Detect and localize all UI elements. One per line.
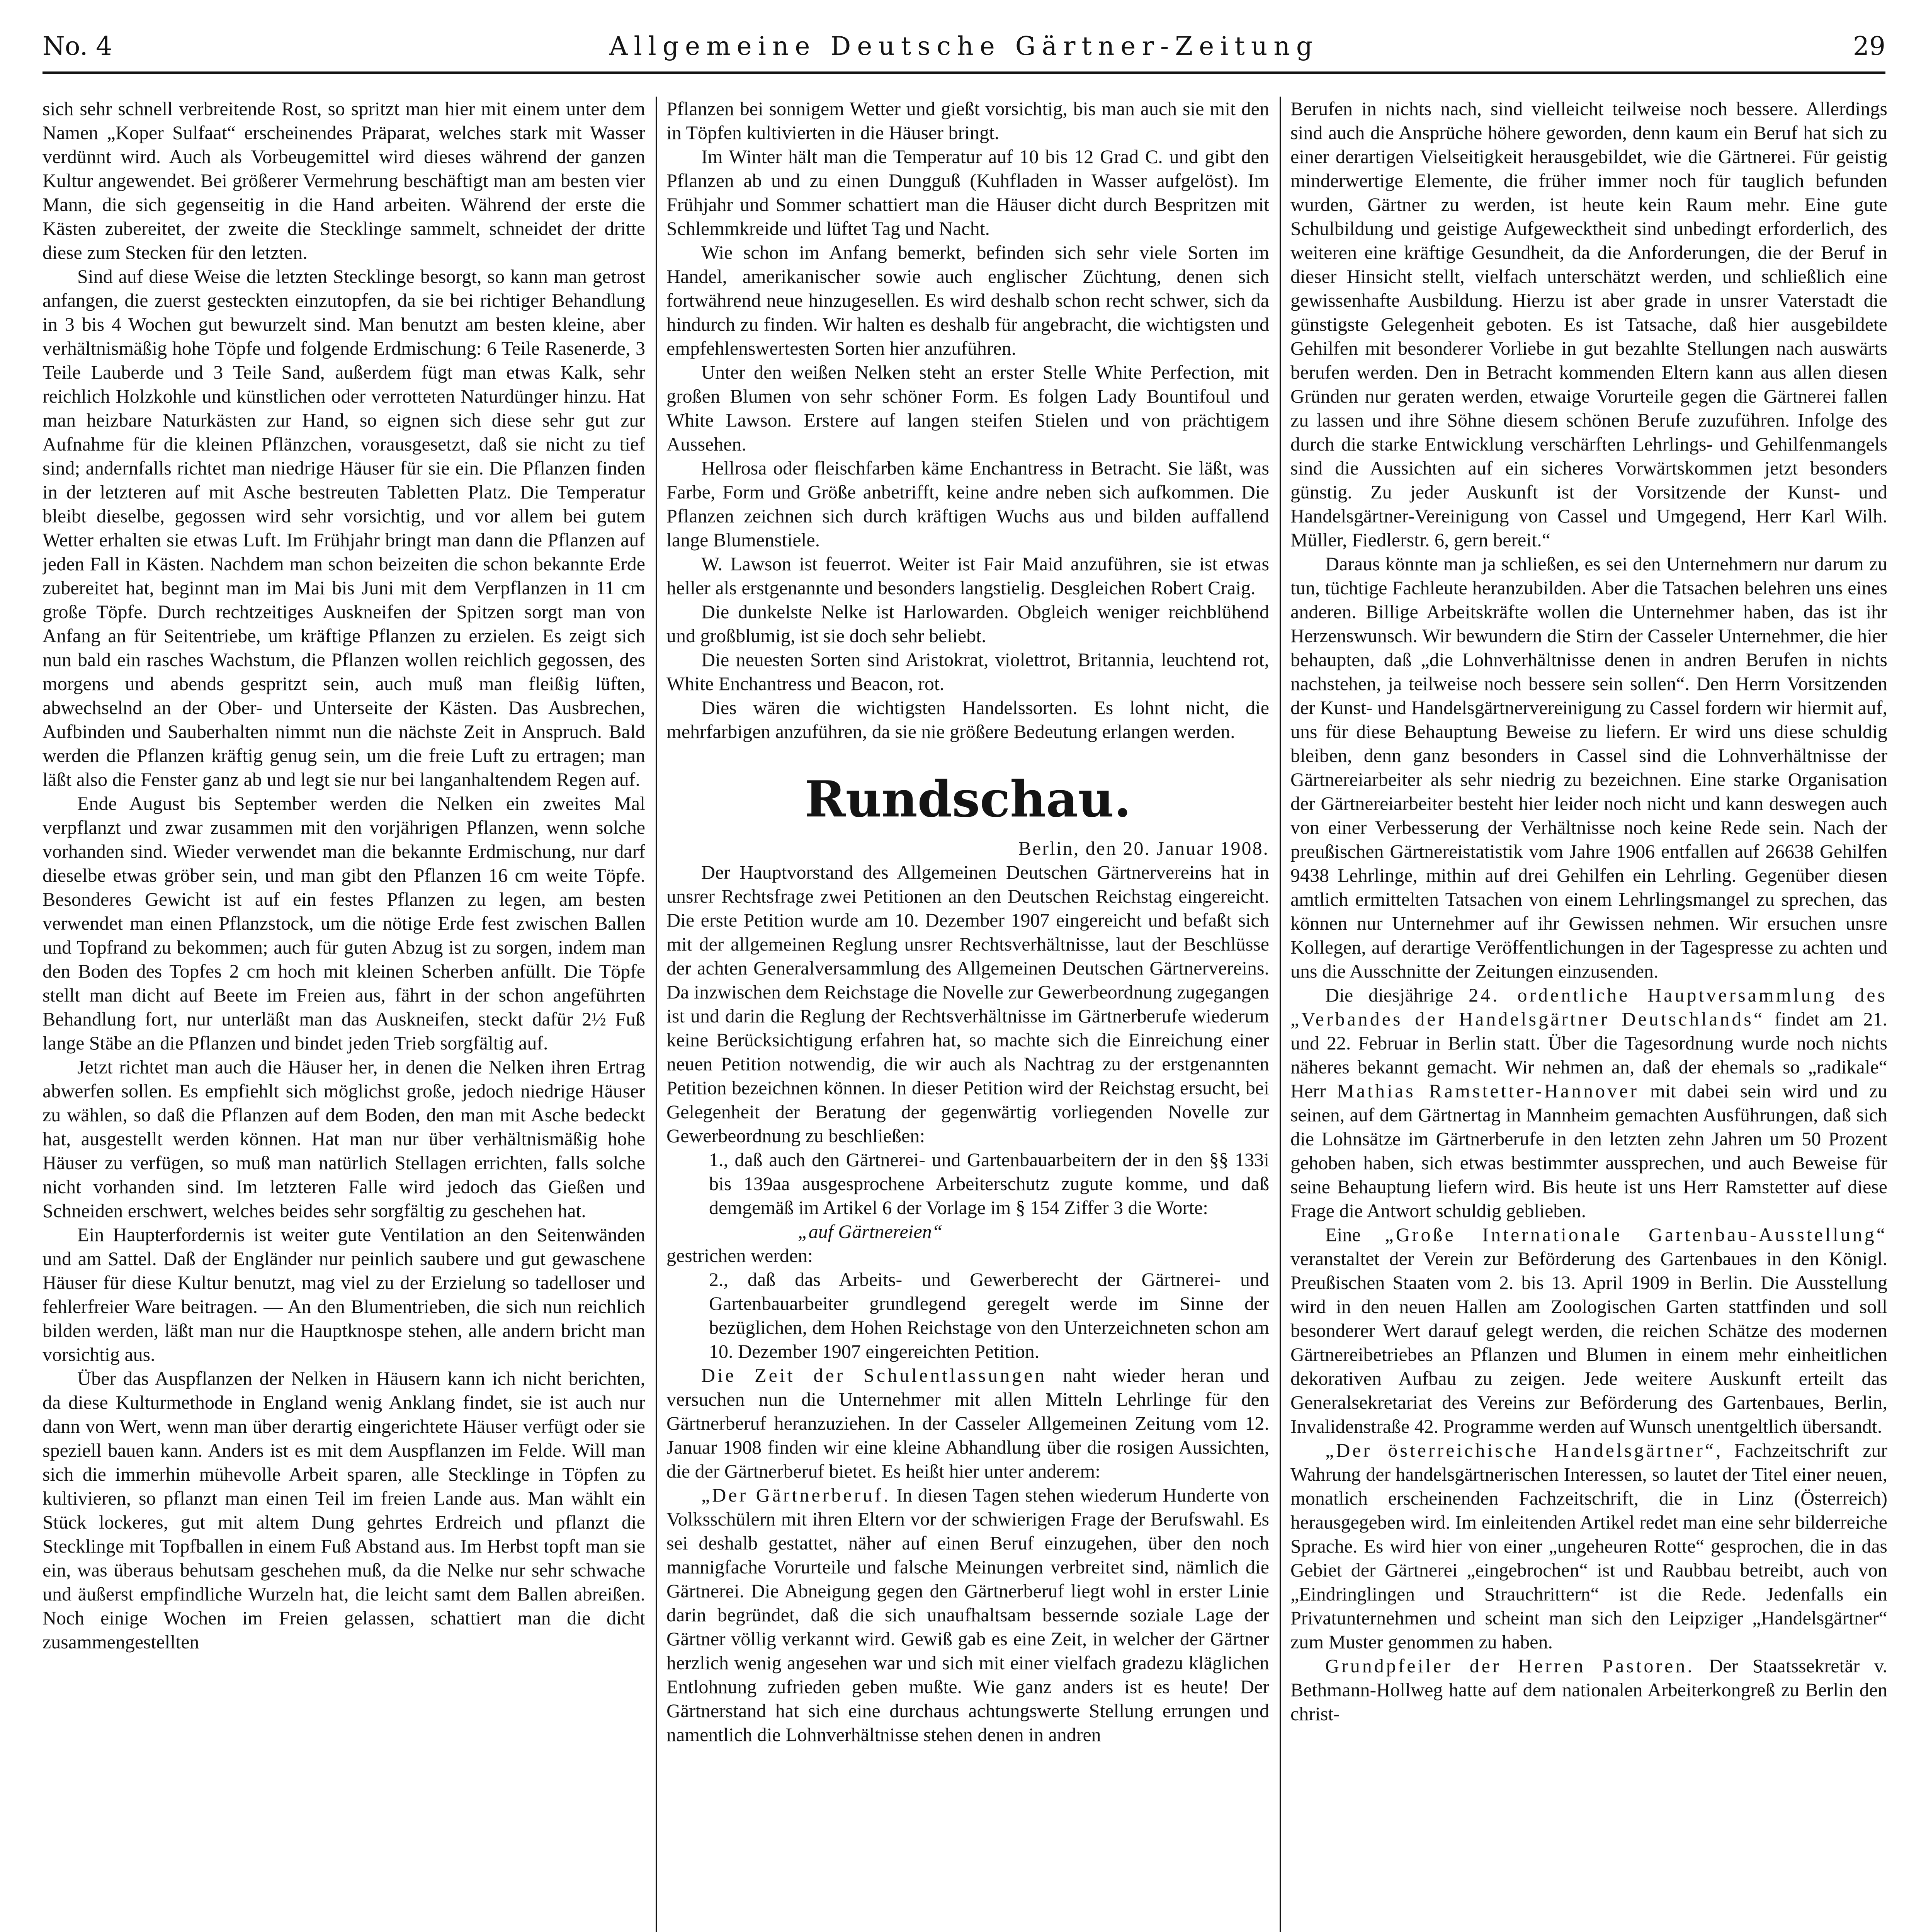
run-in-heading: „Der Gärtnerberuf. [701,1484,891,1506]
paragraph-text: findet am 21. und 22. Februar in Berlin statt. Über die Tagesordnung wurde noch nichts näheres bekannt gemacht. Wir nehmen an, daß der ehemals so „radikale“ Herr [1290,1008,1887,1102]
paragraph-text: Eine [1325,1224,1385,1245]
dateline: Berlin, den 20. Januar 1908. [1018,837,1269,859]
header-rule [42,71,1885,74]
paragraph [1290,1438,1887,1654]
spaced-text: 24. ordentliche Hauptversammlung des „Verbandes der Handelsgärtner Deutschlands“ [1290,984,1887,1030]
paragraph: Daraus könnte man ja schließen, es sei den Unternehmern nur darum zu tun, tüchtige Fachleute heranzubilden. Aber die Tatsachen belehren uns eines anderen. Billige Arbeitskräfte wollen die Unternehmer haben, das ist ihr Herzenswunsch. Wir bewundern die Stirn der Casseler Unternehmer, die hier behaupten, daß „die Lohnverhältnisse denen in andren Berufen in nichts nachstehen, ja teilweise noch bessere sein sollen“. Den Herrn Vorsitzenden der Kunst- und Handelsgärtnervereinigung zu Cassel fordern wir hiermit auf, uns für diese Behauptung Beweise zu liefern. Er wird uns diese schuldig bleiben, denn ganz besonders in Cassel sind die Lohnverhältnisse der Gärtnereiarbeiter als sehr niedrig zu bezeichnen. Eine starke Organisation der Gärtnereiarbeiter besteht hier leider noch nicht und kann deswegen auch von einer Verbesserung der Verhältnisse noch keine Rede sein. Nach der preußischen Gärtnereistatistik vom Jahre 1906 entfallen auf 26638 Gehilfen 9438 Lehrlinge, mithin auf drei Gehilfen ein Lehrling. Gegenüber diesen amtlich ermittelten Tatsachen von einem Lehrlingsmangel zu sprechen, das können nur Unternehmer auf ihr Gewissen nehmen. Wir ersuchen unsre Kollegen, auf derartige Veröffentlichungen in der Tagespresse zu achten und uns die Ausschnitte der Zeitungen einzusenden. [1290,553,1887,982]
paragraph: Ende August bis September werden die Nelken ein zweites Mal verpflanzt und zwar zusammen mit den vorjährigen Pflanzen, wenn solche vorhanden sind. Wieder verwendet man die bekannte Erdmischung, nur darf dieselbe etwas gröber sein, und man gibt den Pflanzen 16 cm weite Töpfe. Besonderes Gewicht ist auf ein festes Pflanzen zu legen, am besten verwendet man einen Pflanzstock, um die nötige Erde fest zwischen Ballen und Topfrand zu bekommen; auch für guten Abzug ist zu sorgen, indem man den Boden des Topfes 2 cm hoch mit kleinen Scherben anfüllt. Die Töpfe stellt man dicht auf Beete im Freien aus, fährt in der schon angeführten Behandlung fort, nur unterläßt man das Auskneifen, steckt dafür 2½ Fuß lange Stäbe an die Pflanzen und bindet jeden Trieb sorgfältig auf. [42,793,645,1054]
paragraph-text: naht wieder heran und versuchen nun die Unternehmer mit allen Mitteln Lehrlinge für den Gärtnerberuf heranzuziehen. In der Casseler Allgemeinen Zeitung vom 12. Januar 1908 finden wir eine kleine Abhandlung über die rosigen Aussichten, die der Gärtnerberuf bietet. Es heißt hier unter anderem: [666,1364,1269,1482]
petition-item-1: 1., daß auch den Gärtnerei- und Gartenbauarbeitern der in den §§ 133i bis 139aa ausgesprochene Arbeiterschutz zugute komme, und daß demgemäß im Artikel 6 der Vorlage im § 154 Ziffer 3 die Worte: [709,1149,1269,1218]
paragraph: Sind auf diese Weise die letzten Stecklinge besorgt, so kann man getrost anfangen, die zuerst gesteckten einzutopfen, da sie bei richtiger Behandlung in 3 bis 4 Wochen gut bewurzelt sind. Man benutzt am besten kleine, aber verhältnismäßig hohe Töpfe und folgende Erdmischung: 6 Teile Rasenerde, 3 Teile Lauberde und 3 Teile Sand, außerdem fügt man etwas Kalk, sehr reichlich Holzkohle und künstlichen oder verrotteten Naturdünger hinzu. Hat man heizbare Naturkästen zur Hand, so eignen sich diese sehr gut zur Aufnahme für die kleinen Pflänzchen, vorausgesetzt, daß sie nicht zu tief sind; andernfalls richtet man niedrige Häuser für sie ein. Die Pflanzen finden in der letzteren auf mit Asche bestreuten Tabletten Platz. Die Temperatur bleibt dieselbe, gegossen wird sehr vorsichtig, und vor allem bei gutem Wetter erhalten sie etwas Luft. Im Frühjahr bringt man dann die Pflanzen auf jeden Fall in Kästen. Nachdem man schon beizeiten die schon bekannte Erde zubereitet hat, beginnt man im Mai bis Juni mit dem Verpflanzen in 11 cm große Töpfe. Durch rechtzeitiges Auskneifen der Spitzen sorgt man von Anfang an für Seitentriebe, um kräftige Pflanzen zu erzielen. Es zeigt sich nun bald ein rasches Wachstum, die Pflanzen wollen reichlich gegossen, des morgens und abends gespritzt sein, auch muß man fleißig lüften, abwechselnd an der Ober- und Unterseite der Kästen. Das Ausbrechen, Aufbinden und Sauberhalten nimmt nun die nächste Zeit in Anspruch. Bald werden die Pflanzen kräftig genug sein, um die freie Luft zu ertragen; man läßt also die Fenster ganz ab und legt sie nur bei langanhaltendem Regen auf. [42,265,645,790]
paragraph: Wie schon im Anfang bemerkt, befinden sich sehr viele Sorten im Handel, amerikanischer sowie auch englischer Züchtung, denen sich fortwährend neue hinzugesellen. Es wird deshalb schon recht schwer, sich da hindurch zu finden. Wir halten es deshalb für angebracht, die wichtigsten und empfehlenswertesten Sorten hier anzuführen. [666,242,1269,359]
paragraph [666,1483,1269,1747]
paragraph-text: Der Staatssekretär v. Bethmann-Hollweg hatte auf dem nationalen Arbeiterkongreß zu Berlin den christ- [1290,1655,1887,1725]
paragraph: Jetzt richtet man auch die Häuser her, in denen die Nelken ihren Ertrag abwerfen sollen. Es empfiehlt sich möglichst große, jedoch niedrige Häuser zu wählen, so daß die Pflanzen auf dem Boden, den man mit Asche bedeckt hat, ausgestellt werden können. Hat man nur über verhältnismäßig hohe Häuser zu verfügen, so muß man natürlich Stellagen errichten, falls solche nicht vorhanden sind. Im letzteren Falle wird jedoch das Gießen und Schneiden erschwert, welches beides sehr sorgfältig zu geschehen hat. [42,1056,645,1221]
paragraph: Pflanzen bei sonnigem Wetter und gießt vorsichtig, bis man auch sie mit den in Töpfen kultivierten in die Häuser bringt. [666,98,1269,143]
paragraph: Der Hauptvorstand des Allgemeinen Deutschen Gärtnervereins hat in unsrer Rechtsfrage zwei Petitionen an den Deutschen Reichstag eingereicht. Die erste Petition wurde am 10. Dezember 1907 eingereicht und befaßt sich mit der allgemeinen Reglung unsrer Rechtsverhältnisse, laut der Beschlüsse der achten Generalversammlung des Allgemeinen Deutschen Gärtnervereins. Da inzwischen dem Reichstage die Novelle zur Gewerbeordnung zugegangen ist und darin die Reglung der Rechtsverhältnisse im Gärtnerberufe wiederum keine Berücksichtigung erfahren hat, so machte sich die Einreichung einer neuen Petition notwendig, die wir auch als Nachtrag zu der erstgenannten Petition bezeichnen können. In dieser Petition wird der Reichstag ersucht, bei Gelegenheit der Beratung der gegenwärtig vorliegenden Novelle zur Gewerbeordnung zu beschließen: [666,861,1269,1146]
spaced-text: Mathias Ramstetter-Hannover [1337,1080,1639,1102]
paragraph: Im Winter hält man die Temperatur auf 10 bis 12 Grad C. und gibt den Pflanzen ab und zu einen Dungguß (Kuhfladen in Wasser aufgelöst). Im Frühjahr und Sommer schattiert man die Häuser dicht durch Bespritzen mit Schlemmkreide und lüftet Tag und Nacht. [666,146,1269,239]
paragraph: Über das Auspflanzen der Nelken in Häusern kann ich nicht berichten, da diese Kulturmethode in England wenig Anklang findet, sie ist auch nur dann von Wert, wenn man über derartig eingerichtete Häuser verfügt oder sie speziell bauen kann. Anders ist es mit dem Auspflanzen im Felde. Will man sich die immerhin mühevolle Arbeit sparen, alle Stecklinge in Töpfen zu kultivieren, so pflanzt man einen Teil im freien Lande aus. Man wählt ein Stück lockeres, gut mit altem Dung gehrtes Erdreich und pflanzt die Stecklinge mit Topfballen in einem Fuß Abstand aus. Im Herbst topft man sie ein, was überaus behutsam geschehen muß, da die Nelke nur sehr schwache und äußerst empfindliche Wurzeln hat, die leicht samt dem Ballen abreißen. Noch einige Wochen im Freien gelassen, schattiert man die dicht zusammengestellten [42,1367,645,1653]
paragraph: Ein Haupterfordernis ist weiter gute Ventilation an den Seitenwänden und am Sattel. Daß der Engländer nur peinlich saubere und gut gewaschene Häuser für diese Kultur benutzt, mag viel zu der Erzielung so tadelloser und fehlerfreier Ware beitragen. — An den Blumentrieben, die sich nun reichlich bilden werden, läßt man nur die Hauptknospe stehen, alle andern bricht man vorsichtig aus. [42,1224,645,1365]
paragraph: Dies wären die wichtigsten Handelssorten. Es lohnt nicht, die mehrfarbigen anzuführen, da sie nie größere Bedeutung erlangen werden. [666,697,1269,742]
page-header [42,19,1885,70]
paragraph: sich sehr schnell verbreitende Rost, so spritzt man hier mit einem unter dem Namen „Koper Sulfaat“ erscheinendes Präparat, welches stark mit Wasser verdünnt wird. Auch als Vorbeugemittel wird dieses während der ganzen Kultur angewendet. Bei größerer Vermehrung beschäftigt man am besten vier Mann, die sich gegenseitig in die Hand arbeiten. Während der erste die Kästen zubereitet, der zweite die Stecklinge sammelt, schneidet der dritte diese zum Stecken für den letzten. [42,98,645,263]
paragraph: Die dunkelste Nelke ist Harlowarden. Obgleich weniger reichblühend und großblumig, ist sie doch sehr beliebt. [666,601,1269,646]
paragraph [1290,983,1887,1223]
paragraph: Unter den weißen Nelken steht an erster Stelle White Perfection, mit großen Blumen von sehr schöner Form. Es folgen Lady Bountifoul und White Lawson. Erstere auf langen steifen Stielen und von prächtigem Aussehen. [666,361,1269,455]
paragraph-text: veranstaltet der Verein zur Beförderung des Gartenbaues in den Königl. Preußischen Staaten vom 2. bis 13. April 1909 in Berlin. Die Ausstellung wird in den neuen Hallen am Zoologischen Garten stattfinden und soll besonderer Wert darauf gelegt werden, die reichen Schätze des modernen Gärtnereibetriebes an Pflanzen und Blumen in einem mehr einheitlichen dekorativen Aufbau zu zeigen. Jede weitere Auskunft erteilt das Generalsekretariat des Vereins zur Beförderung des Gartenbaues, Berlin, Invalidenstraße 42. Programme werden auf Wunsch unentgeltlich übersandt. [1290,1248,1887,1437]
paragraph [1290,1223,1887,1438]
paragraph-text: , Fachzeitschrift zur Wahrung der handelsgärtnerischen Interessen, so lautet der Titel einer neuen, monatlich erscheinenden Fachzeitschrift, die in Linz (Österreich) herausgegeben wird. Im einleitenden Artikel redet man eine sehr bilderreiche Sprache. Es wird hier von einer „ungeheuren Rotte“ gesprochen, die in das Gebiet der Gärtnerei „eingebrochen“ ist und Raubbau betreibt, auch von „Eindringlingen und Strauchrittern“ ist die Rede. Jedenfalls ein Privatunternehmen und scheint man sich den Leipziger „Handelsgärtner“ zum Muster genommen zu haben. [1290,1439,1887,1653]
paragraph [666,1363,1269,1483]
run-in-heading: Grundpfeiler der Herren Pastoren. [1325,1655,1695,1677]
petition-item-2: 2., daß das Arbeits- und Gewerberecht der Gärtnerei- und Gartenbauarbeiter grundlegend geregelt werde im Sinne der bezüglichen, dem Hohen Reichstage von den Unterzeichneten schon am 10. Dezember 1907 eingereichten Petition. [709,1269,1269,1362]
petition-quote: „auf Gärtnereien“ [798,1221,943,1242]
run-in-heading: „Der österreichische Handelsgärtner“ [1325,1439,1716,1461]
paragraph-text: mit dabei sein wird und zu seinen, auf dem Gärtnertag in Mannheim gemachten Ausführungen, daß sich die Lohnsätze im Gärtnerberufe in den letzten zehn Jahren um 50 Prozent gehoben haben, sich etwas bestimmter aussprechen, und auch Beweise für seine Behauptung liefern wird. Bis heute ist uns Herr Ramstetter auf diese Frage die Antwort schuldig geblieben. [1290,1080,1887,1221]
paragraph [1290,1654,1887,1726]
petition-struck-line: gestrichen werden: [666,1245,813,1266]
column-3 [1290,97,1887,1932]
column-rule [656,97,657,1932]
issue-number: No. 4 [42,31,112,61]
paragraph: Berufen in nichts nach, sind vielleicht teilweise noch bessere. Allerdings sind auch die Ansprüche höhere geworden, denn kaum ein Beruf hat sich zu einer derartigen Vielseitigkeit herausgebildet, wie die Gärtnerei. Für geistig minderwertige Elemente, die früher immer noch für tauglich befunden wurden, Gärtner zu werden, ist heute kein Raum mehr. Eine gute Schulbildung und geistige Aufgewecktheit sind unbedingt erforderlich, des weiteren eine kräftige Gesundheit, da die Anforderungen, die der Beruf in dieser Hinsicht stellt, vielfach unterschätzt werden, und schließlich eine gewissenhafte Ausbildung. Hierzu ist aber grade in unsrer Vaterstadt die günstigste Gelegenheit geboten. Es ist Tatsache, daß hier ausgebildete Gehilfen mit besonderer Vorliebe in gut bezahlte Stellungen nach auswärts berufen werden. Den in Betracht kommenden Eltern kann aus allen diesen Gründen nur geraten werden, etwaige Vorurteile gegen die Gärtnerei fallen zu lassen und ihre Söhne diesem schönen Berufe zuzuführen. Infolge des durch die starke Entwicklung verschärften Lehrlings- und Gehilfenmangels sind die Aussichten auf ein sicheres Vorwärtskommen jetzt besonders günstig. Zu jeder Auskunft ist der Vorsitzende der Kunst- und Handelsgärtner-Vereinigung von Cassel und Umgegend, Herr Karl Wilh. Müller, Fiedlerstr. 6, gern bereit.“ [1290,98,1887,551]
paragraph: Hellrosa oder fleischfarben käme Enchantress in Betracht. Sie läßt, was Farbe, Form und Größe anbetrifft, keine andre neben sich aufkommen. Die Pflanzen zeichnen sich durch kräftigen Wuchs aus und bilden auffallend lange Blumenstiele. [666,457,1269,551]
paragraph: W. Lawson ist feuerrot. Weiter ist Fair Maid anzuführen, sie ist etwas heller als erstgenannte und besonders langstielig. Desgleichen Robert Craig. [666,553,1269,599]
paragraph-text: In diesen Tagen stehen wiederum Hunderte von Volksschülern mit ihren Eltern vor der schwierigen Frage der Berufswahl. Es sei deshalb gestattet, näher auf einen Beruf einzugehen, über den noch mannigfache Vorurteile und falsche Meinungen verbreitet sind, nämlich die Gärtnerei. Die Abneigung gegen den Gärtnerberuf liegt wohl in erster Linie darin begründet, daß die sich unaufhaltsam bessernde soziale Lage der Gärtner völlig verkannt wird. Gewiß gab es eine Zeit, in welcher der Gärtner herzlich wenig angesehen war und sich mit einer vielfach gradezu kläglichen Entlohnung zufrieden geben mußte. Wie ganz anders ist es heute! Der Gärtnerstand hat sich eine durchaus achtungswerte Stellung errungen und namentlich die Lohnverhältnisse stehen denen in andren [666,1484,1269,1745]
page-number: 29 [1853,31,1885,61]
column-1 [42,97,645,1932]
spaced-text: „Große Internationale Gartenbau-Ausstellung“ [1385,1224,1887,1245]
paragraph-text: Die diesjährige [1325,984,1469,1006]
newspaper-title: Allgemeine Deutsche Gärtner-Zeitung [609,31,1319,61]
paragraph: Die neuesten Sorten sind Aristokrat, violettrot, Britannia, leuchtend rot, White Enchantress und Beacon, rot. [666,649,1269,694]
column-2 [666,97,1269,1932]
section-title: Rundschau. [804,770,1131,828]
column-rule [1280,97,1281,1932]
run-in-heading: Die Zeit der Schulentlassungen [701,1364,1047,1386]
